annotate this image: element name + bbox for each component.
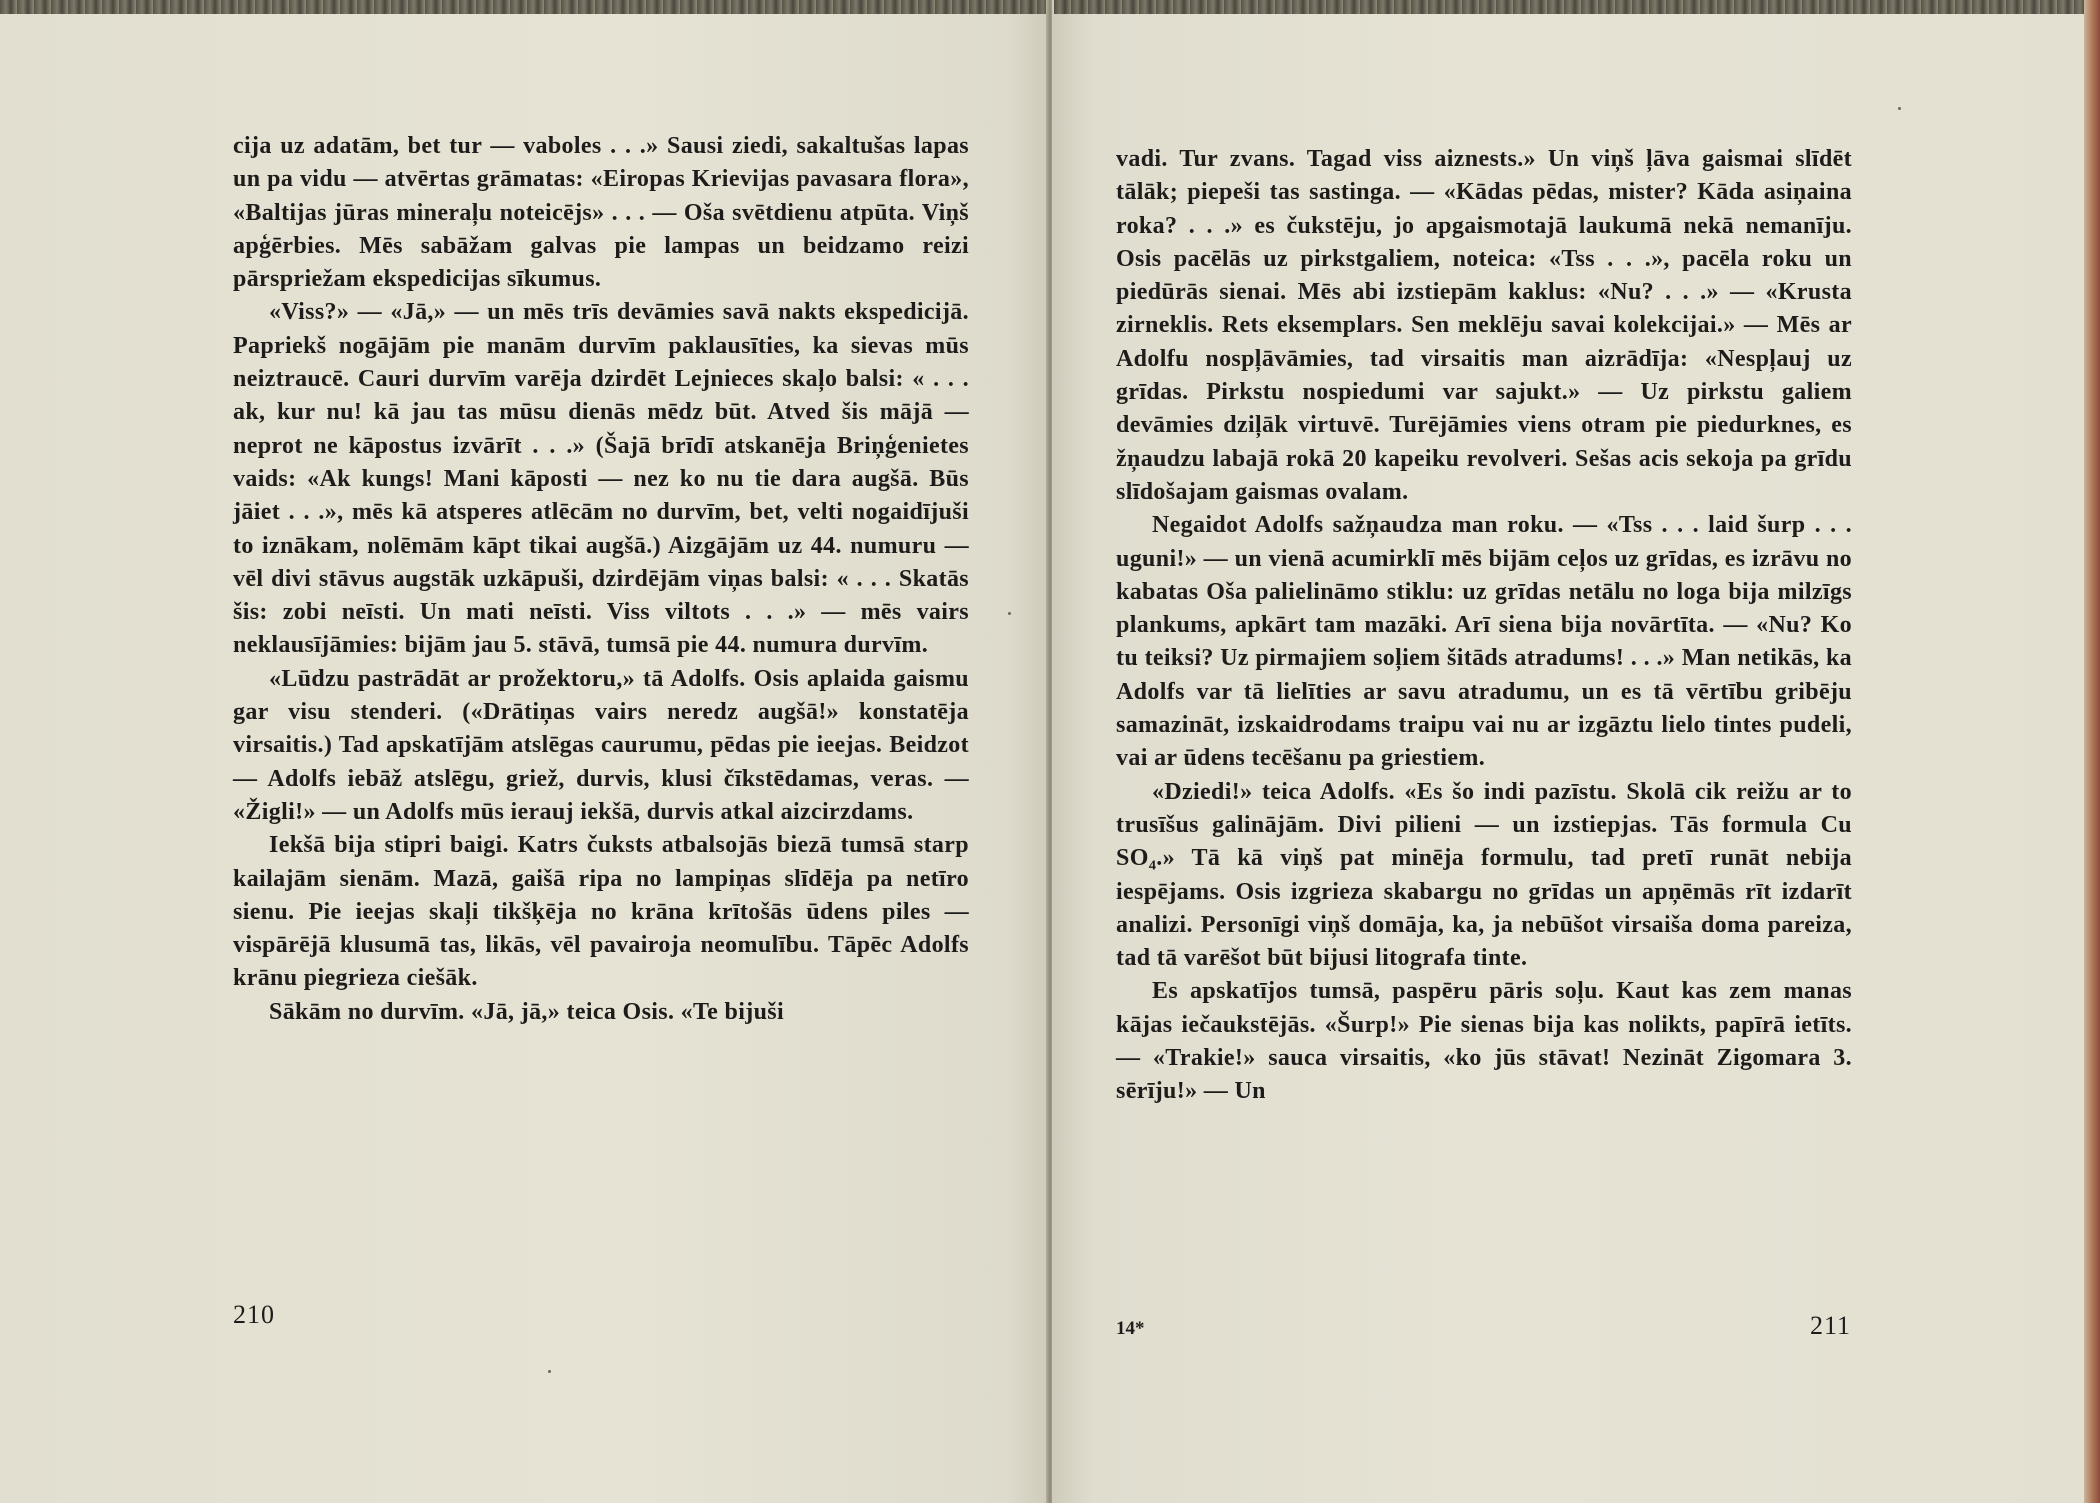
- page-top-edge: [1054, 0, 2084, 14]
- paper-speck: [548, 1370, 551, 1373]
- left-page: [0, 0, 1048, 1503]
- signature-mark: 14*: [1116, 1318, 1145, 1339]
- paragraph: Negaidot Adolfs sažņaudza man roku. — «Tss . . . laid šurp . . . uguni!» — un vienā acumirklī mēs bijām ceļos uz grīdas, es izrāvu no kabatas Oša palielināmo stiklu: uz grīdas netālu no loga bija milzīgs plankums, apkārt tam mazāki. Arī siena bija novārtīta. — «Nu? Ko tu teiksi? Uz pirmajiem soļiem šitāds atradums! . . .» Man netikās, ka Adolfs var tā lielīties ar savu atradumu, un es tā vērtību gribēju samazināt, izskaidrodams traipu vai nu ar izgāztu lielo tintes pudeli, vai ar ūdens tecēšanu pa griestiem.: [1116, 512, 1852, 772]
- paper-speck: [1008, 612, 1011, 615]
- paragraph: «Dziedi!» teica Adolfs. «Es šo indi pazīstu. Skolā cik reižu ar to trusīšus galinājām. Divi pilieni — un izstiepjas. Tās formula Cu SO₄.» Tā kā viņš pat minēja formulu, tad pretī runāt nebija iespējams. Osis izgrieza skabargu no grīdas un apņēmās rīt izdarīt analizi. Personīgi viņš domāja, ka, ja nebūšot virsaiša doma pareiza, tad tā varēšot būt bijusi litografa tinte.: [1116, 778, 1852, 972]
- right-page-text: [1116, 143, 1852, 1109]
- paragraph: vadi. Tur zvans. Tagad viss aiznests.» Un viņš ļāva gaismai slīdēt tālāk; piepeši tas sastinga. — «Kādas pēdas, mister? Kāda asiņaina roka? . . .» es čukstēju, jo apgaismotajā laukumā nekā nemanīju. Osis pacēlās uz pirkstgaliem, noteica: «Tss . . .», pacēla roku un piedūrās sienai. Mēs abi izstiepām kaklus: «Nu? . . .» — «Krusta zirneklis. Rets eksemplars. Sen meklēju savai kolekcijai.» — Mēs ar Adolfu nospļāvāmies, tad virsaitis man aizrādīja: «Nespļauj uz grīdas. Pirkstu nospiedumi var sajukt.» — Uz pirkstu galiem devāmies dziļāk virtuvē. Turējāmies viens otram pie piedurknes, es žņaudzu labajā rokā 20 kapeiku revolveri. Sešas acis sekoja pa grīdu slīdošajam gaismas ovalam.: [1116, 146, 1852, 505]
- page-number: 210: [233, 1300, 275, 1329]
- paragraph: «Lūdzu pastrādāt ar prožektoru,» tā Adolfs. Osis aplaida gaismu gar visu stenderi. («Drātiņas vairs neredz augšā!» konstatēja virsaitis.) Tad apskatījām atslēgas caurumu, pēdas pie ieejas. Beidzot — Adolfs iebāž atslēgu, griež, durvis, klusi čīkstēdamas, veras. — «Žigli!» — un Adolfs mūs ierauj iekšā, durvis atkal aizcirzdams.: [233, 665, 969, 825]
- paragraph: Iekšā bija stipri baigi. Katrs čuksts atbalsojās biezā tumsā starp kailajām sienām. Mazā, gaišā ripa no lampiņas slīdēja pa netīro sienu. Pie ieejas skaļi tikšķēja no krāna krītošās ūdens piles — vispārējā klusumā tas, likās, vēl pavairoja neomulību. Tāpēc Adolfs krānu piegrieza ciešāk.: [233, 832, 969, 992]
- left-page-text: [233, 130, 969, 1029]
- paragraph: cija uz adatām, bet tur — vaboles . . .» Sausi ziedi, sakaltušas lapas un pa vidu — atvērtas grāmatas: «Eiropas Krievijas pavasara flora», «Baltijas jūras mineraļu noteicējs» . . . — Oša svētdienu atpūta. Viņš apģērbies. Mēs sabāžam galvas pie lampas un beidzamo reizi pārspriežam ekspedicijas sīkumus.: [233, 133, 969, 293]
- paragraph: «Viss?» — «Jā,» — un mēs trīs devāmies savā nakts ekspedicijā. Papriekš nogājām pie manām durvīm paklausīties, ka sievas mūs neiztraucē. Cauri durvīm varēja dzirdēt Lejnieces skaļo balsi: « . . . ak, kur nu! kā jau tas mūsu dienās mēdz būt. Atved šis mājā — neprot ne kāpostus izvārīt . . .» (Šajā brīdī atskanēja Briņģenietes vaids: «Ak kungs! Mani kāposti — nez ko nu tie dara augšā. Būs jāiet . . .», mēs kā atsperes atlēcām no durvīm, bet, velti nogaidījuši to iznākam, nolēmām kāpt tikai augšā.) Aizgājām uz 44. numuru — vēl divi stāvus augstāk uzkāpuši, dzirdējām viņas balsi: « . . . Skatās šis: zobi neīsti. Un mati neīsti. Viss viltots . . .» — mēs vairs neklausījāmies: bijām jau 5. stāvā, tumsā pie 44. numura durvīm.: [233, 299, 969, 659]
- paragraph: Es apskatījos tumsā, paspēru pāris soļu. Kaut kas zem manas kājas iečaukstējās. «Šurp!» Pie sienas bija kas nolikts, papīrā ietīts. — «Trakie!» sauca virsaitis, «ko jūs stāvat! Nezināt Zigomara 3. sērīju!» — Un: [1116, 978, 1852, 1105]
- book-cover-edge: [2084, 0, 2100, 1503]
- paragraph: Sākām no durvīm. «Jā, jā,» teica Osis. «Te bijuši: [269, 998, 784, 1025]
- page-number: 211: [1810, 1311, 1852, 1340]
- right-page: [1052, 0, 2100, 1503]
- paper-speck: [1898, 107, 1901, 110]
- page-top-edge: [0, 0, 1046, 14]
